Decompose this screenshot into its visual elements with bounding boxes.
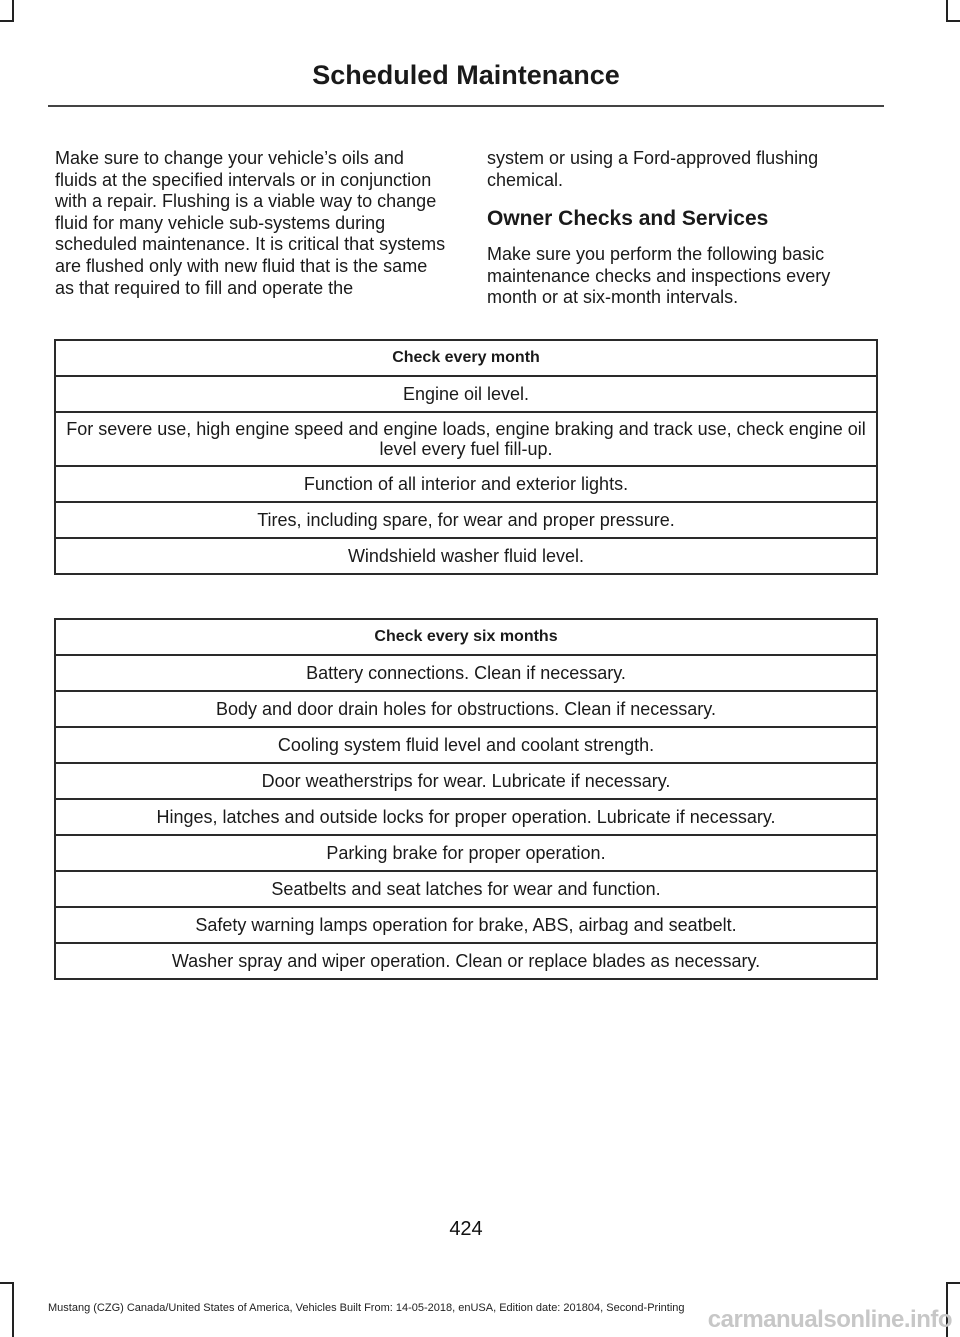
table-cell: Seatbelts and seat latches for wear and function. [55, 871, 877, 907]
right-column [487, 148, 881, 309]
page-number: 424 [449, 1218, 483, 1240]
table-row [55, 466, 877, 502]
table-row [55, 907, 877, 943]
header-divider [48, 105, 884, 107]
table-cell: Windshield washer fluid level. [55, 538, 877, 574]
table-cell: Tires, including spare, for wear and proper pressure. [55, 502, 877, 538]
table-cell: Body and door drain holes for obstructions. Clean if necessary. [55, 691, 877, 727]
section-heading: Owner Checks and Services [487, 207, 769, 231]
left-column [55, 148, 449, 299]
table-cell: Door weatherstrips for wear. Lubricate if necessary. [55, 763, 877, 799]
table-row [55, 376, 877, 412]
table-cell: For severe use, high engine speed and engine loads, engine braking and track use, check engine oil level every fuel fill-up. [55, 412, 877, 466]
table-cell: Cooling system fluid level and coolant strength. [55, 727, 877, 763]
table-row [55, 871, 877, 907]
table-header-row [55, 340, 877, 376]
table-cell: Washer spray and wiper operation. Clean or replace blades as necessary. [55, 943, 877, 979]
table-row [55, 763, 877, 799]
table-cell: Function of all interior and exterior lights. [55, 466, 877, 502]
crop-mark-top-right-vertical [946, 0, 948, 22]
table-row [55, 799, 877, 835]
crop-mark-bottom-left-vertical [12, 1282, 14, 1337]
section-paragraph: Make sure you perform the following basic maintenance checks and inspections every month or at six-month intervals. [487, 244, 831, 308]
table-cell: Engine oil level. [55, 376, 877, 412]
table-row [55, 835, 877, 871]
monthly-checks-table [54, 339, 878, 575]
table-row [55, 502, 877, 538]
intro-paragraph: Make sure to change your vehicle’s oils and fluids at the specified intervals or in conjunction with a repair. Flushing is a viable way to change fluid for many vehicle sub-systems during scheduled maintenance. It is critical that systems are flushed only with new fluid that is the same as that required to fill and operate the [55, 148, 446, 298]
table-row [55, 538, 877, 574]
table-row [55, 412, 877, 466]
six-month-checks-table [54, 618, 878, 980]
table-header-cell: Check every six months [55, 619, 877, 655]
table-row [55, 727, 877, 763]
crop-mark-bottom-right-horizontal [946, 1282, 960, 1284]
watermark: carmanualsonline.info [707, 1306, 952, 1333]
table-row [55, 655, 877, 691]
crop-mark-top-left-horizontal [0, 20, 14, 22]
table-cell: Safety warning lamps operation for brake, ABS, airbag and seatbelt. [55, 907, 877, 943]
table-header-cell: Check every month [55, 340, 877, 376]
page-title: Scheduled Maintenance [312, 60, 620, 90]
intro-paragraph-continued: system or using a Ford-approved flushing chemical. [487, 148, 819, 190]
table-row [55, 691, 877, 727]
table-row [55, 943, 877, 979]
footer-edition-info: Mustang (CZG) Canada/United States of America, Vehicles Built From: 14-05-2018, enUSA, Edition date: 201804, Second-Printing [48, 1302, 685, 1314]
table-cell: Battery connections. Clean if necessary. [55, 655, 877, 691]
crop-mark-top-left-vertical [12, 0, 14, 22]
table-cell: Parking brake for proper operation. [55, 835, 877, 871]
crop-mark-bottom-left-horizontal [0, 1282, 14, 1284]
crop-mark-top-right-horizontal [946, 20, 960, 22]
table-header-row [55, 619, 877, 655]
table-cell: Hinges, latches and outside locks for proper operation. Lubricate if necessary. [55, 799, 877, 835]
